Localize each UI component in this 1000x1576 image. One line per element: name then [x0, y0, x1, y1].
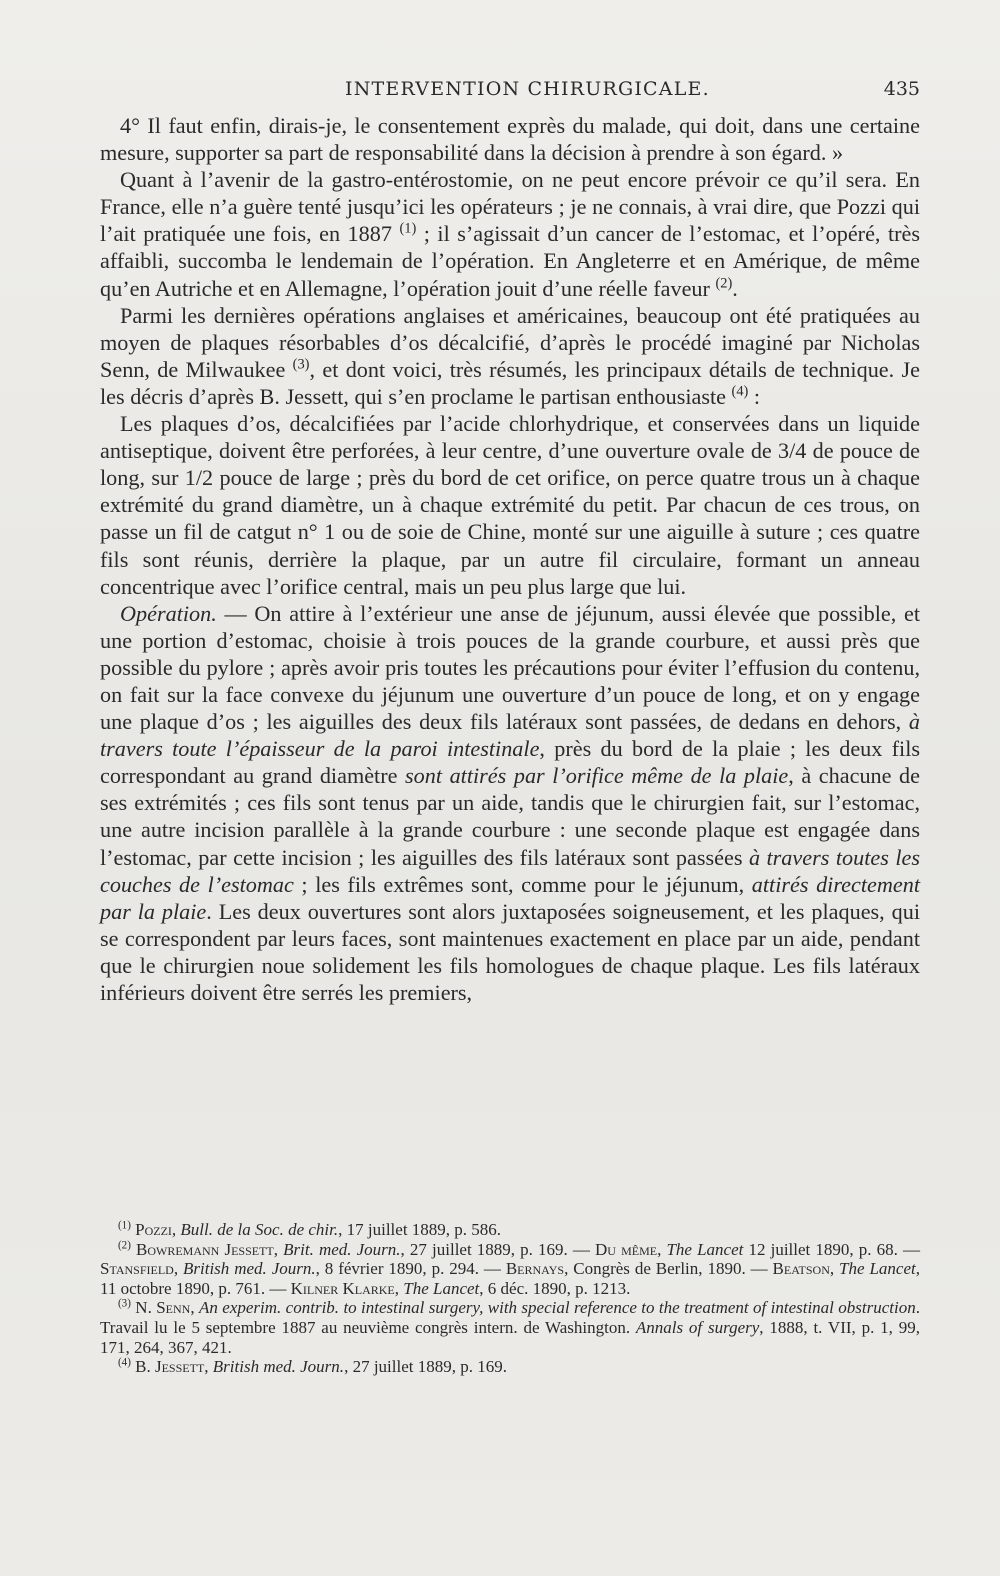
footnote: [100, 1240, 920, 1299]
text-run: Quant à l’avenir de la gastro-entérostomie, on ne peut encore prévoir ce qu’il sera. En France, elle n’a guère tenté jusqu’ici les opérateurs ; je ne connais, à vrai dire, que Pozzi qui l’ait pratiquée une fois, en 1887: [100, 167, 920, 247]
page-number: 435: [883, 78, 920, 100]
footnote: [100, 1357, 920, 1377]
text-run: sont attirés par l’orifice même de la plaie: [405, 763, 789, 789]
page-header: [100, 78, 920, 108]
footnote-run: ,: [173, 1259, 183, 1279]
footnote-run: , 1888, t. VII, p. 1, 99, 171, 264, 367, 421.: [100, 1317, 920, 1357]
text-run: , à chacune de ses extrémités ; ces fils sont tenus par un aide, tandis que le chirurgien fait, sur l’estomac, une autre incision parallèle à la grande courbure : une seconde plaque est engagée dans l’estomac, par cette incision ; les aiguilles des fils latéraux sont passées: [100, 763, 920, 870]
text-run: . Les deux ouvertures sont alors juxtaposées soigneusement, et les plaques, qui se correspondent par leurs faces, sont maintenues exactement en place par un aide, pendant que le chirurgien noue solidement les fils homologues de chaque plaque. Les fils latéraux inférieurs doivent être serrés les premiers,: [100, 898, 920, 1005]
note-reference: (2): [715, 275, 733, 292]
note-reference: (1): [118, 1219, 131, 1232]
footnote-run: , Congrès de Berlin, 1890. —: [564, 1259, 773, 1279]
footnote-run: The Lancet: [403, 1278, 480, 1298]
text-run: à travers toutes les couches de l’estomac: [100, 844, 920, 897]
footnote-run: ,: [394, 1278, 404, 1298]
text-run: — On attire à l’extérieur une anse de jéjunum, aussi élevée que possible, et une portion d’estomac, choisie à trois pouces de la grande courbure, et aussi près que possible du pylore ; après avoir pris toutes les précautions pour éviter l’effusion du contenu, on fait sur la face convexe du jéjunum une ouverture d’un pouce de long, et on y engage une plaque d’os ; les aiguilles des deux fils latéraux sont passées, de dedans en dehors,: [100, 600, 920, 735]
text-run: .: [732, 275, 738, 301]
footnote: [100, 1298, 920, 1357]
running-title: INTERVENTION CHIRURGICALE.: [345, 78, 710, 100]
note-reference: (3): [118, 1297, 131, 1310]
footnote-run: Beatson: [772, 1259, 830, 1279]
note-reference: (2): [118, 1238, 131, 1251]
footnote-run: ,: [273, 1239, 284, 1259]
body-paragraph: [100, 112, 920, 166]
footnote-run: N.: [130, 1298, 157, 1318]
footnote-run: Brit. med. Journ.: [283, 1239, 401, 1259]
body-paragraph: [100, 600, 920, 1006]
text-run: , et dont voici, très résumés, les principaux détails de technique. Je les décris d’après B. Jessett, qui s’en proclame le partisan enthousiaste: [100, 356, 920, 409]
footnote-run: The Lancet: [666, 1239, 744, 1259]
footnote-run: ,: [190, 1298, 199, 1318]
footnote-run: ,: [829, 1259, 840, 1279]
footnote-run: Bull. de la Soc. de chir.: [180, 1220, 339, 1239]
footnote-run: , 27 juillet 1889, p. 169. —: [400, 1239, 596, 1259]
body-paragraph: [100, 302, 920, 410]
footnote-run: ,: [657, 1239, 667, 1259]
footnote-run: Stansfield: [100, 1259, 174, 1279]
text-run: Les plaques d’os, décalcifiées par l’acide chlorhydrique, et conservées dans un liquide antiseptique, doivent être perforées, à leur centre, d’une ouverture ovale de 3/4 de pouce de long, sur 1/2 pouce de large ; près du bord de cet orifice, on perce quatre trous un à chaque extrémité du grand diamètre, un à chaque extrémité du petit. Par chacun de ces trous, on passe un fil de catgut n° 1 ou de soie de Chine, monté sur une aiguille à suture ; ces quatre fils sont réunis, derrière la plaque, par un autre fil circulaire, formant un anneau concentrique avec l’orifice central, mais un peu plus large que lui.: [100, 411, 920, 599]
footnote-run: An experim. contrib. to intestinal surgery, with special reference to the treatment of intestinal obstruction: [199, 1298, 916, 1318]
footnote-run: , 8 février 1890, p. 294. —: [315, 1259, 506, 1279]
footnote-run: , 6 déc. 1890, p. 1213.: [479, 1278, 631, 1298]
footnote-run: Kilner Klarke: [290, 1278, 395, 1298]
body-paragraph: [100, 166, 920, 301]
text-run: à travers toute l’épaisseur de la paroi intestinale: [100, 709, 920, 762]
note-reference: (4): [731, 383, 749, 400]
footnote-run: , 27 juillet 1889, p. 169.: [344, 1357, 507, 1377]
footnote-run: , 11 octobre 1890, p. 761. —: [100, 1259, 920, 1298]
footnote-run: The Lancet: [839, 1259, 916, 1279]
footnote-run: British med. Journ.: [212, 1357, 345, 1377]
note-reference: (1): [399, 220, 417, 237]
footnote-run: Jessett: [154, 1357, 205, 1377]
footnotes: [100, 1220, 920, 1377]
footnote-run: Du même: [595, 1239, 658, 1259]
footnote-run: British med. Journ.: [183, 1259, 316, 1279]
text-run: Opération.: [120, 600, 217, 626]
footnote-run: B.: [130, 1357, 155, 1377]
footnote-run: Bernays: [505, 1259, 565, 1279]
body-paragraph: [100, 410, 920, 600]
footnote-run: Bowremann Jessett: [136, 1239, 274, 1259]
footnote-run: Senn: [156, 1298, 191, 1318]
footnote-run: , 17 juillet 1889, p. 586.: [338, 1220, 502, 1239]
footnote-run: Pozzi: [135, 1220, 172, 1239]
text-run: attirés directement par la plaie: [100, 871, 920, 924]
text-run: ; il s’agissait d’un cancer de l’estomac, et l’opéré, très affaibli, succomba le lendemain de l’opération. En Angleterre et en Amérique, de même qu’en Autriche et en Allemagne, l’opération jouit d’une réelle faveur: [100, 221, 920, 301]
note-reference: (4): [118, 1356, 131, 1369]
text-run: :: [748, 383, 761, 409]
footnote-run: ,: [204, 1357, 213, 1377]
footnote-run: Annals of surgery: [635, 1317, 760, 1337]
main-text: [100, 112, 920, 1006]
footnote-run: ,: [171, 1220, 181, 1239]
footnote: [100, 1220, 920, 1240]
footnote-run: . Travail lu le 5 septembre 1887 au neuvième congrès intern. de Washington.: [100, 1298, 921, 1337]
text-run: Parmi les dernières opérations anglaises et américaines, beaucoup ont été pratiquées au moyen de plaques résorbables d’os décalcifié, d’après le procédé imaginé par Nicholas Senn, de Milwaukee: [100, 302, 920, 382]
text-run: , près du bord de la plaie ; les deux fils correspondant au grand diamètre: [100, 736, 920, 789]
note-reference: (3): [292, 356, 310, 373]
footnote-run: 12 juillet 1890, p. 68. —: [743, 1239, 920, 1259]
text-run: 4° Il faut enfin, dirais-je, le consentement exprès du malade, qui doit, dans une certaine mesure, supporter sa part de responsabilité dans la décision à prendre à son égard. »: [100, 113, 920, 166]
text-run: ; les fils extrêmes sont, comme pour le jéjunum,: [293, 871, 752, 897]
